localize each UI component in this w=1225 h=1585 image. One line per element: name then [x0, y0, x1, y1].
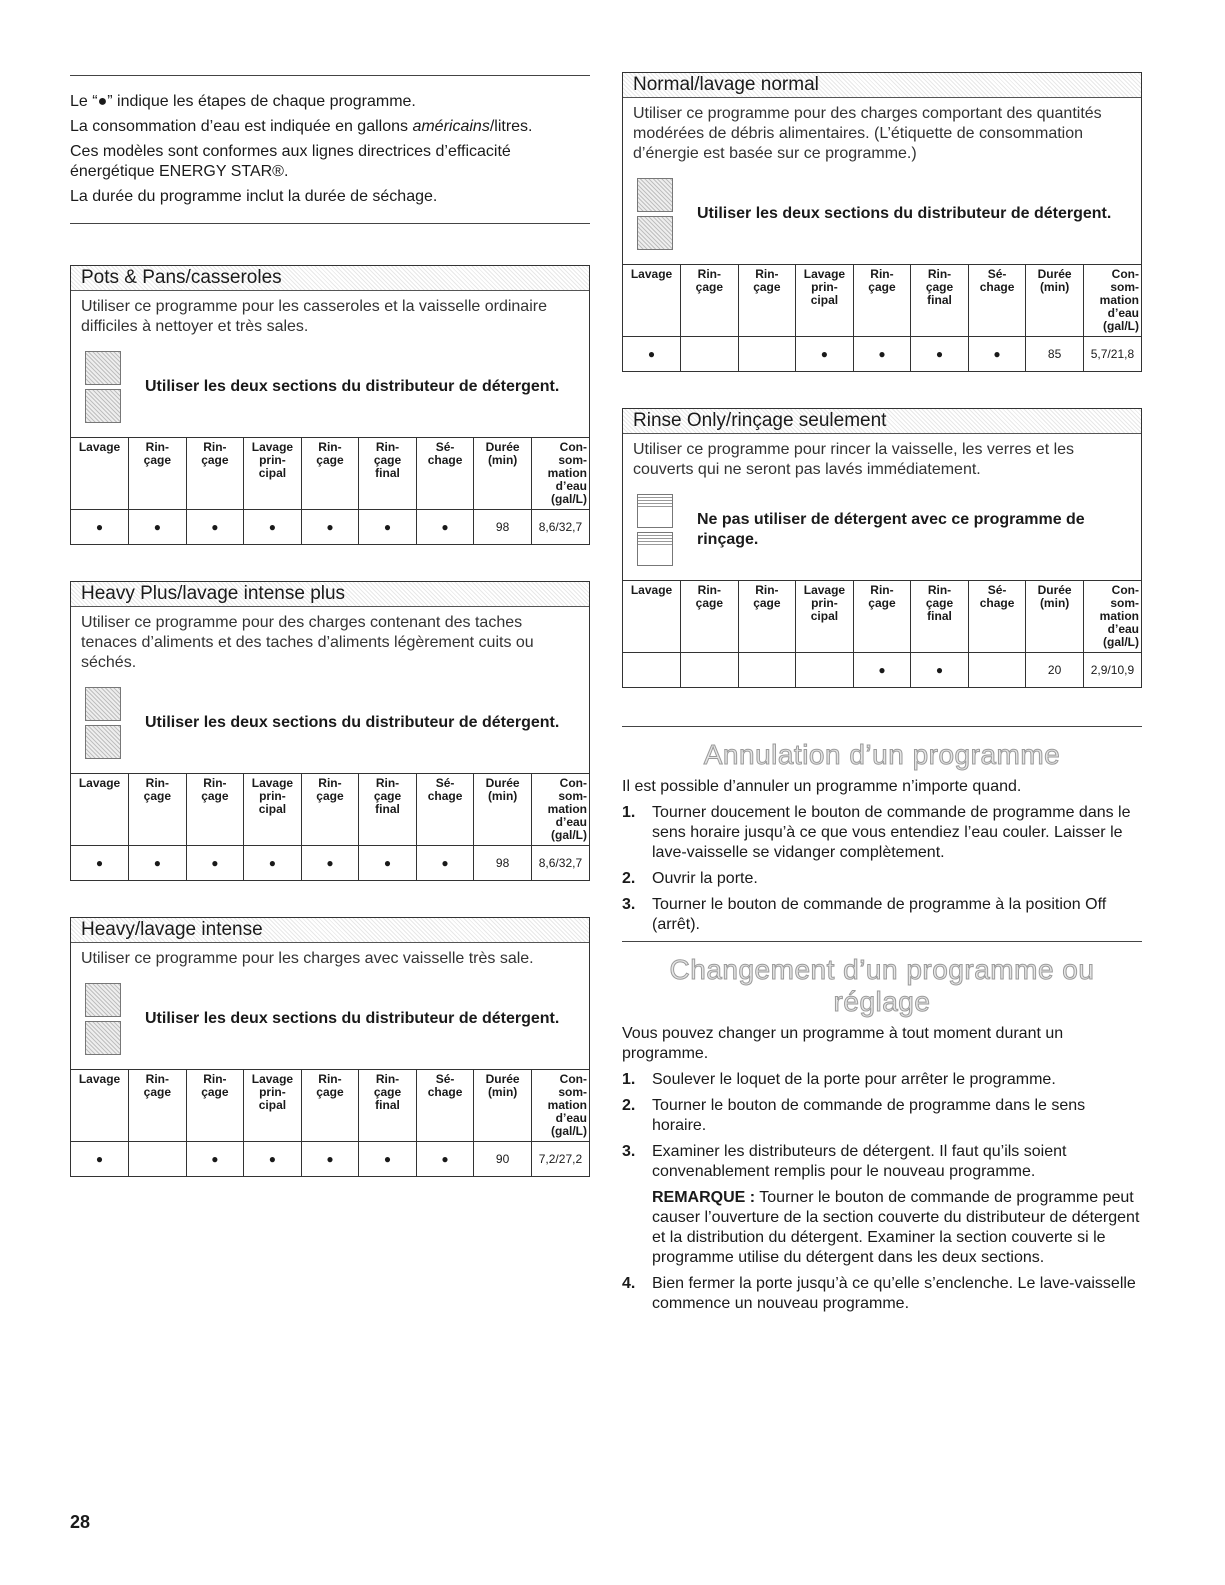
program-title: Normal/lavage normal: [623, 73, 1141, 98]
table-header-cell: Lavage prin- cipal: [796, 265, 854, 337]
table-cell: [129, 1142, 187, 1177]
detergent-text: Utiliser les deux sections du distributeur de détergent.: [697, 205, 1112, 222]
table-header-cell: Rin- çage: [186, 1070, 244, 1142]
table-cell: [968, 653, 1026, 688]
program-normal: [622, 72, 1142, 372]
page-number: 28: [70, 1512, 91, 1532]
change-step: 3. Examiner les distributeurs de détergent. Il faut qu’ils soient convenablement remplis pour le nouveau programme.: [622, 1143, 1067, 1180]
change-steps: [622, 1070, 1142, 1182]
table-cell: [623, 653, 681, 688]
table-cell: [796, 653, 854, 688]
table-header-cell: Rin- çage: [853, 265, 911, 337]
program-title: Pots & Pans/casseroles: [71, 266, 589, 291]
table-header-cell: Rin- çage: [186, 774, 244, 846]
dispenser-full-icon: [85, 351, 121, 423]
table-cell: 8,6/32,7: [531, 510, 589, 545]
table-header-cell: Rin- çage: [301, 438, 359, 510]
step-dot: ●: [71, 1142, 129, 1177]
intro-bottom-rule: [70, 223, 590, 224]
step-dot: ●: [186, 846, 244, 881]
table-cell: [681, 653, 739, 688]
table-header-cell: Sé- chage: [416, 1070, 474, 1142]
step-dot: ●: [853, 653, 911, 688]
table-header-cell: Lavage prin- cipal: [244, 1070, 302, 1142]
table-header-cell: Con- som- mation d’eau (gal/L): [531, 438, 589, 510]
table-header-cell: Rin- çage: [681, 581, 739, 653]
dispenser-full-icon: [85, 687, 121, 759]
table-cell: 85: [1026, 337, 1084, 372]
table-cell: 2,9/10,9: [1083, 653, 1141, 688]
cycle-table: [623, 580, 1141, 687]
table-header-cell: Con- som- mation d’eau (gal/L): [1083, 581, 1141, 653]
table-cell: [738, 653, 796, 688]
step-dot: ●: [416, 1142, 474, 1177]
table-header-cell: Con- som- mation d’eau (gal/L): [1083, 265, 1141, 337]
step-dot: ●: [186, 510, 244, 545]
table-header-cell: Sé- chage: [968, 265, 1026, 337]
table-header-cell: Rin- çage: [301, 1070, 359, 1142]
table-header-cell: Rin- çage: [129, 438, 187, 510]
table-header-cell: Rin- çage: [738, 581, 796, 653]
step-dot: ●: [244, 846, 302, 881]
table-header-cell: Rin- çage: [186, 438, 244, 510]
table-header-cell: Lavage: [623, 581, 681, 653]
table-header-cell: Lavage: [71, 774, 129, 846]
dispenser-full-icon: [85, 983, 121, 1055]
table-header-cell: Rin- çage: [738, 265, 796, 337]
table-header-cell: Sé- chage: [416, 438, 474, 510]
table-header-cell: Rin- çage final: [359, 438, 417, 510]
table-header-cell: Sé- chage: [968, 581, 1026, 653]
table-header-cell: Durée (min): [474, 1070, 532, 1142]
detergent-text: Utiliser les deux sections du distributeur de détergent.: [145, 1010, 560, 1027]
change-steps-continued: [622, 1274, 1142, 1314]
step-dot: ●: [244, 510, 302, 545]
intro-line-3: Ces modèles sont conformes aux lignes directrices d’efficacité énergétique ENERGY STAR®.: [70, 143, 511, 180]
change-step: 2. Tourner le bouton de commande de programme dans le sens horaire.: [622, 1097, 1086, 1134]
table-cell: 5,7/21,8: [1083, 337, 1141, 372]
step-dot: ●: [796, 337, 854, 372]
change-top-rule: [622, 941, 1142, 942]
table-header-cell: Durée (min): [1026, 581, 1084, 653]
step-dot: ●: [129, 510, 187, 545]
program-heavy-plus: [70, 581, 590, 881]
step-dot: ●: [129, 846, 187, 881]
program-pots: [70, 265, 590, 545]
table-cell: [681, 337, 739, 372]
step-dot: ●: [416, 846, 474, 881]
table-cell: 20: [1026, 653, 1084, 688]
step-dot: ●: [301, 1142, 359, 1177]
cancel-step: 2. Ouvrir la porte.: [622, 870, 758, 887]
cancel-steps: [622, 803, 1142, 935]
step-dot: ●: [359, 846, 417, 881]
detergent-text: Utiliser les deux sections du distributeur de détergent.: [145, 378, 560, 395]
program-description: Utiliser ce programme pour des charges contenant des taches tenaces d’aliments et des taches d’aliments légèrement cuits ou séchés.: [81, 614, 534, 671]
program-description: Utiliser ce programme pour des charges comportant des quantités modérées de débris alimentaires. (L’étiquette de consommation d’énergie est basée sur ce programme.): [633, 105, 1102, 162]
table-header-cell: Rin- çage: [129, 1070, 187, 1142]
table-header-cell: Durée (min): [474, 438, 532, 510]
detergent-instruction: [623, 164, 1141, 264]
table-header-cell: Lavage prin- cipal: [796, 581, 854, 653]
detergent-instruction: [71, 337, 589, 437]
cycle-table: [71, 773, 589, 880]
table-header-cell: Lavage prin- cipal: [244, 774, 302, 846]
step-dot: ●: [416, 510, 474, 545]
table-cell: [738, 337, 796, 372]
change-step: 1. Soulever le loquet de la porte pour arrêter le programme.: [622, 1071, 1056, 1088]
step-dot: ●: [71, 846, 129, 881]
step-dot: ●: [186, 1142, 244, 1177]
table-header-cell: Con- som- mation d’eau (gal/L): [531, 774, 589, 846]
dispenser-full-icon: [637, 178, 673, 250]
cancel-intro: Il est possible d’annuler un programme n’importe quand.: [622, 778, 1022, 795]
table-cell: 98: [474, 510, 532, 545]
step-dot: ●: [301, 846, 359, 881]
step-dot: ●: [244, 1142, 302, 1177]
step-dot: ●: [359, 1142, 417, 1177]
table-cell: 98: [474, 846, 532, 881]
step-dot: ●: [301, 510, 359, 545]
step-dot: ●: [911, 653, 969, 688]
table-header-cell: Lavage: [71, 438, 129, 510]
table-header-cell: Lavage: [623, 265, 681, 337]
cycle-table: [623, 264, 1141, 371]
table-header-cell: Rin- çage final: [359, 1070, 417, 1142]
step-dot: ●: [71, 510, 129, 545]
right-column: [622, 72, 1142, 1320]
cancel-heading: Annulation d’un programme: [703, 739, 1061, 770]
program-description: Utiliser ce programme pour les charges avec vaisselle très sale.: [81, 950, 534, 967]
step-dot: ●: [359, 510, 417, 545]
table-header-cell: Durée (min): [1026, 265, 1084, 337]
program-title: Heavy/lavage intense: [71, 918, 589, 943]
table-header-cell: Rin- çage: [853, 581, 911, 653]
table-header-cell: Lavage prin- cipal: [244, 438, 302, 510]
cancel-step: 3. Tourner le bouton de commande de programme à la position Off (arrêt).: [622, 896, 1107, 933]
detergent-instruction: [71, 969, 589, 1069]
table-header-cell: Lavage: [71, 1070, 129, 1142]
table-header-cell: Durée (min): [474, 774, 532, 846]
table-cell: 7,2/27,2: [531, 1142, 589, 1177]
change-heading: Changement d’un programme ou réglage: [669, 954, 1095, 1017]
table-header-cell: Rin- çage: [681, 265, 739, 337]
change-step: 4. Bien fermer la porte jusqu’à ce qu’elle s’enclenche. Le lave-vaisselle commence un nouveau programme.: [622, 1275, 1136, 1312]
step-dot: ●: [968, 337, 1026, 372]
cycle-table: [71, 1069, 589, 1176]
table-header-cell: Rin- çage final: [359, 774, 417, 846]
detergent-text: Utiliser les deux sections du distributeur de détergent.: [145, 714, 560, 731]
table-cell: 90: [474, 1142, 532, 1177]
dispenser-empty-icon: [637, 494, 673, 566]
step-dot: ●: [911, 337, 969, 372]
table-header-cell: Sé- chage: [416, 774, 474, 846]
table-header-cell: Rin- çage: [301, 774, 359, 846]
detergent-instruction: [71, 673, 589, 773]
intro-line-1: Le “●” indique les étapes de chaque programme.: [70, 93, 416, 110]
table-header-cell: Rin- çage: [129, 774, 187, 846]
program-heavy: [70, 917, 590, 1177]
left-column: [70, 75, 590, 1177]
table-header-cell: Rin- çage final: [911, 265, 969, 337]
intro-line-2: La consommation d’eau est indiquée en gallons américains/litres.: [70, 118, 533, 135]
program-title: Rinse Only/rinçage seulement: [623, 409, 1141, 434]
change-intro: Vous pouvez changer un programme à tout moment durant un programme.: [622, 1025, 1064, 1062]
step-dot: ●: [623, 337, 681, 372]
program-title: Heavy Plus/lavage intense plus: [71, 582, 589, 607]
table-header-cell: Con- som- mation d’eau (gal/L): [531, 1070, 589, 1142]
change-note: REMARQUE : Tourner le bouton de commande de programme peut causer l’ouverture de la section couverte du distributeur de détergent et la distribution du détergent. Examiner la section couverte si le programme utilise du détergent dans les deux sections.: [652, 1189, 1140, 1266]
step-dot: ●: [853, 337, 911, 372]
program-description: Utiliser ce programme pour rincer la vaisselle, les verres et les couverts qui ne seront pas lavés immédiatement.: [633, 441, 1075, 478]
cancel-top-rule: [622, 726, 1142, 727]
cycle-table: [71, 437, 589, 544]
program-rinse: [622, 408, 1142, 688]
intro-line-4: La durée du programme inclut la durée de séchage.: [70, 188, 438, 205]
table-header-cell: Rin- çage final: [911, 581, 969, 653]
detergent-instruction: [623, 480, 1141, 580]
detergent-text: Ne pas utiliser de détergent avec ce programme de rinçage.: [697, 511, 1085, 548]
cancel-step: 1. Tourner doucement le bouton de commande de programme dans le sens horaire jusqu’à ce que vous entendiez l’eau couler. Laisser le lave-vaisselle se vidanger complètement.: [622, 804, 1131, 861]
intro-block: [70, 76, 590, 240]
table-cell: 8,6/32,7: [531, 846, 589, 881]
program-description: Utiliser ce programme pour les casseroles et la vaisselle ordinaire difficiles à nettoyer et très sales.: [81, 298, 547, 335]
